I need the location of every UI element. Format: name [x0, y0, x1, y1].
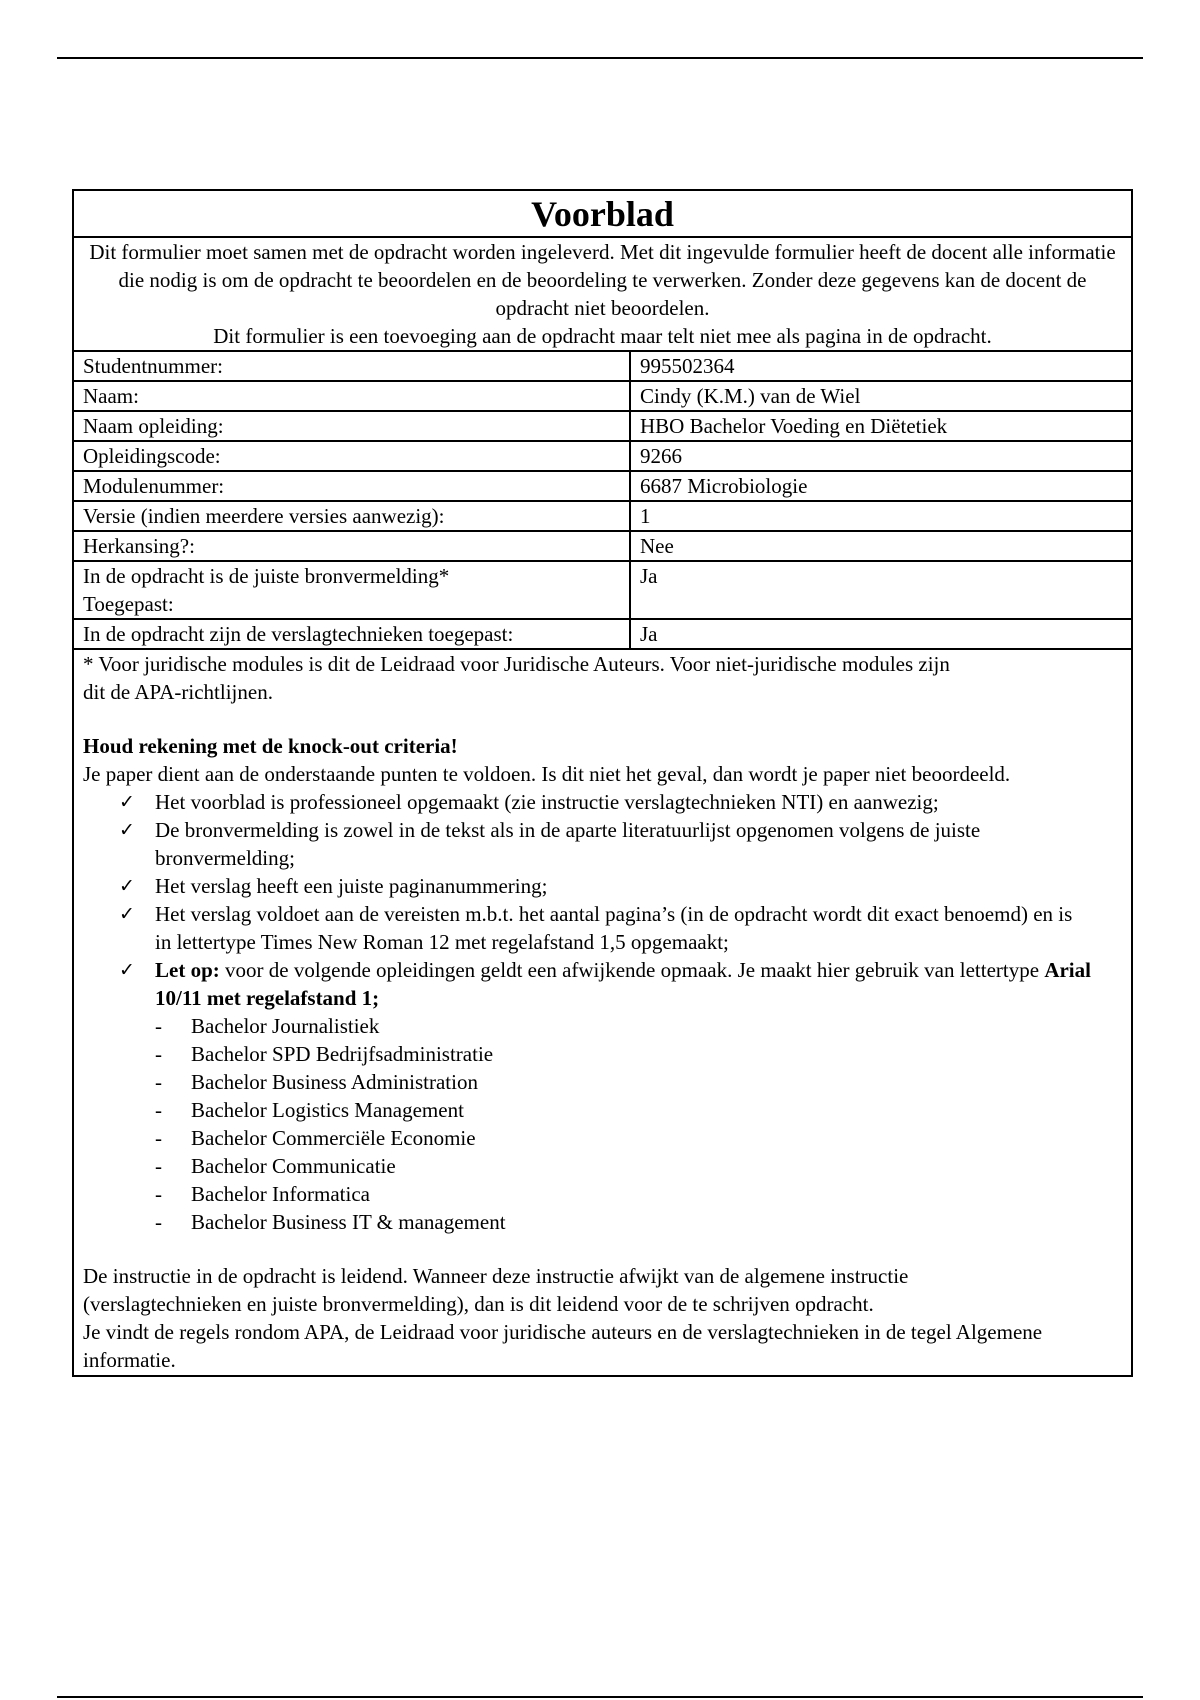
intro-text — [73, 237, 1132, 351]
list-item: - Bachelor SPD Bedrijfsadministratie — [155, 1042, 494, 1066]
intro-line-2: Dit formulier is een toevoeging aan de opdracht maar telt niet mee als pagina in de opdracht. — [213, 324, 992, 348]
closing-paragraph-2: Je vindt de regels rondom APA, de Leidraad voor juridische auteurs en de verslagtechnieken in de tegel Algemene informatie. — [83, 1320, 1043, 1372]
list-item: - Bachelor Business Administration — [155, 1070, 478, 1094]
list-item: ✓ Het verslag heeft een juiste paginanummering; — [119, 874, 548, 898]
field-label: Naam opleiding: — [73, 411, 630, 441]
dash-icon: - — [155, 1042, 162, 1066]
field-row — [73, 351, 1132, 381]
field-label: In de opdracht is de juiste bronvermelding* Toegepast: — [73, 561, 630, 619]
dash-icon: - — [155, 1154, 162, 1178]
field-value: Cindy (K.M.) van de Wiel — [630, 381, 1132, 411]
list-item: - Bachelor Communicatie — [155, 1154, 396, 1178]
letop-label: Let op: — [155, 958, 220, 982]
field-label: In de opdracht zijn de verslagtechnieken toegepast: — [73, 619, 630, 649]
header-rule — [57, 57, 1143, 59]
field-value: Ja — [630, 561, 1132, 619]
field-label: Studentnummer: — [73, 351, 630, 381]
letop-font: Arial 10/11 met regelafstand 1; — [155, 958, 1091, 1010]
knockout-intro: Je paper dient aan de onderstaande punten te voldoen. Is dit niet het geval, dan wordt je paper niet beoordeeld. — [83, 762, 1011, 786]
field-label: Versie (indien meerdere versies aanwezig): — [73, 501, 630, 531]
field-row — [73, 619, 1132, 649]
list-item: ✓ Het verslag voldoet aan de vereisten m.b.t. het aantal pagina’s (in de opdracht wordt dit exact benoemd) en is in lettertype Times New Roman 12 met regelafstand 1,5 opgemaakt; — [119, 902, 1073, 954]
field-value: HBO Bachelor Voeding en Diëtetiek — [630, 411, 1132, 441]
knockout-checklist — [83, 788, 1122, 1012]
check-icon: ✓ — [119, 875, 135, 897]
field-label: Modulenummer: — [73, 471, 630, 501]
dash-icon: - — [155, 1126, 162, 1150]
list-item: - Bachelor Logistics Management — [155, 1098, 464, 1122]
field-row — [73, 561, 1132, 619]
intro-line-1: Dit formulier moet samen met de opdracht worden ingeleverd. Met dit ingevulde formulier heeft de docent alle informatie die nodig is om de opdracht te beoordelen en de beoordeling te verwerken. Zonder deze gegevens kan de docent de opdracht niet beoordelen. — [89, 240, 1116, 320]
list-item: - Bachelor Business IT & management — [155, 1210, 506, 1234]
list-item: - Bachelor Commerciële Economie — [155, 1126, 476, 1150]
list-item: - Bachelor Journalistiek — [155, 1014, 380, 1038]
dash-icon: - — [155, 1210, 162, 1234]
field-row — [73, 441, 1132, 471]
list-item: ✓ Let op: voor de volgende opleidingen geldt een afwijkende opmaak. Je maakt hier gebruik van lettertype Arial 10/11 met regelafstand 1; — [119, 958, 1091, 1010]
field-row — [73, 471, 1132, 501]
field-row — [73, 381, 1132, 411]
dash-icon: - — [155, 1070, 162, 1094]
list-item: ✓ Het voorblad is professioneel opgemaakt (zie instructie verslagtechnieken NTI) en aanwezig; — [119, 790, 939, 814]
list-item: - Bachelor Informatica — [155, 1182, 370, 1206]
field-value: Ja — [630, 619, 1132, 649]
footer-rule — [57, 1696, 1143, 1698]
field-value: 6687 Microbiologie — [630, 471, 1132, 501]
dash-icon: - — [155, 1014, 162, 1038]
voorblad-form — [72, 189, 1133, 1377]
list-item: ✓ De bronvermelding is zowel in de tekst als in de aparte literatuurlijst opgenomen volgens de juiste bronvermelding; — [119, 818, 981, 870]
field-row — [73, 411, 1132, 441]
field-value: Nee — [630, 531, 1132, 561]
field-row — [73, 531, 1132, 561]
page-title: Voorblad — [73, 190, 1132, 237]
footnote: * Voor juridische modules is dit de Leidraad voor Juridische Auteurs. Voor niet-juridische modules zijn dit de APA-richtlijnen. — [83, 652, 950, 704]
field-label: Naam: — [73, 381, 630, 411]
field-value: 1 — [630, 501, 1132, 531]
check-icon: ✓ — [119, 791, 135, 813]
check-icon: ✓ — [119, 903, 135, 925]
field-label: Opleidingscode: — [73, 441, 630, 471]
program-list — [83, 1012, 1122, 1236]
field-value: 9266 — [630, 441, 1132, 471]
check-icon: ✓ — [119, 819, 135, 841]
field-value: 995502364 — [630, 351, 1132, 381]
knockout-heading: Houd rekening met de knock-out criteria! — [83, 734, 458, 758]
check-icon: ✓ — [119, 959, 135, 981]
dash-icon: - — [155, 1098, 162, 1122]
closing-paragraph-1: De instructie in de opdracht is leidend. Wanneer deze instructie afwijkt van de algemene instructie (verslagtechnieken en juiste bronvermelding), dan is dit leidend voor de te schrijven opdracht. — [83, 1264, 909, 1316]
field-label: Herkansing?: — [73, 531, 630, 561]
field-row — [73, 501, 1132, 531]
dash-icon: - — [155, 1182, 162, 1206]
notes-section — [73, 649, 1132, 1376]
